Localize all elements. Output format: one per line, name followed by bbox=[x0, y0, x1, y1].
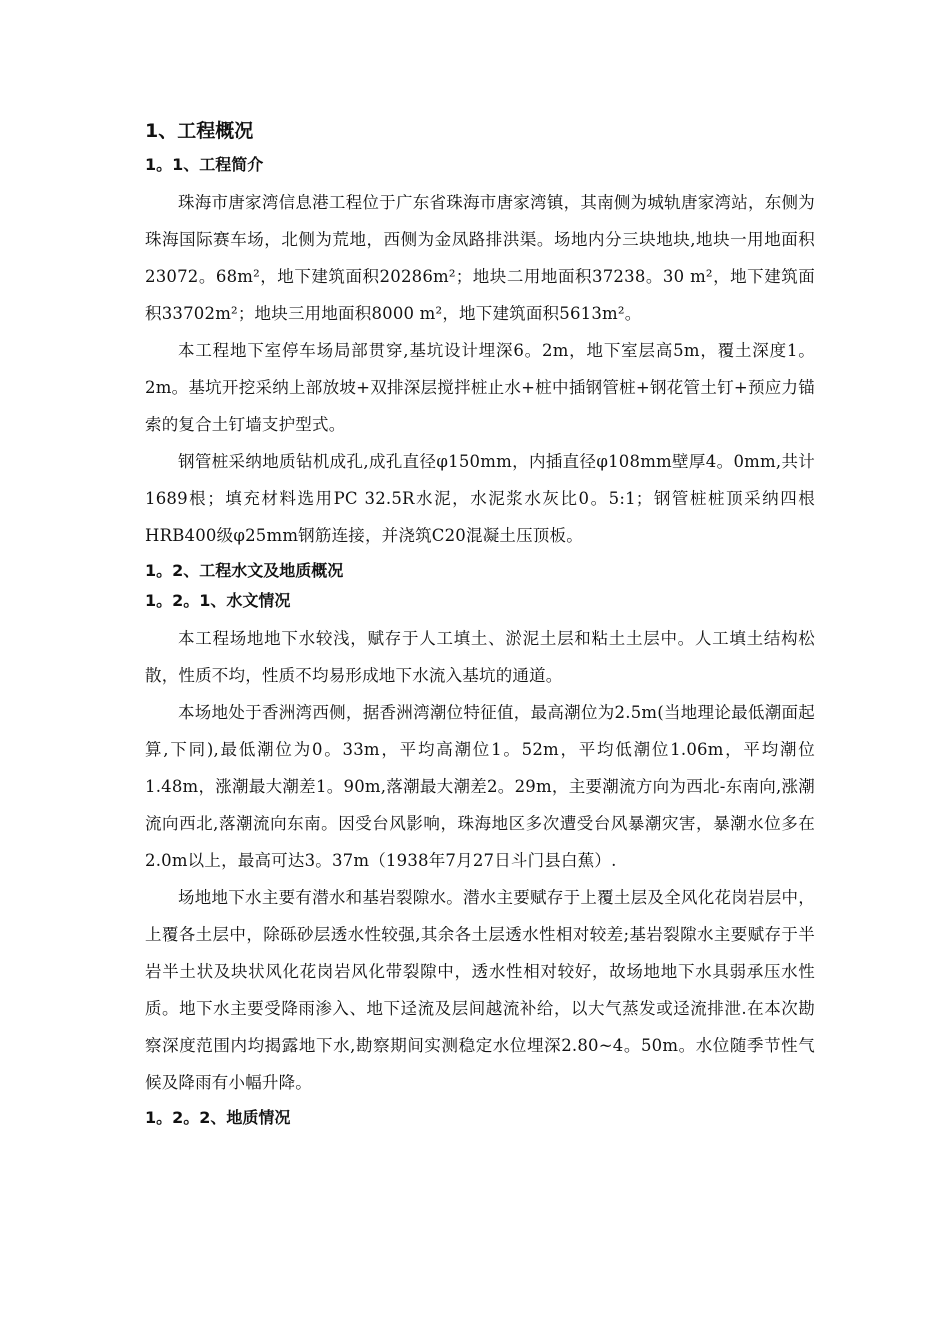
paragraph-groundwater: 本工程场地地下水较浅，赋存于人工填土、淤泥土层和粘土土层中。人工填土结构松散，性质不均，性质不均易形成地下水流入基坑的通道。 bbox=[145, 629, 815, 685]
paragraph-steel-pipe-piles: 钢管桩采纳地质钻机成孔,成孔直径φ150mm，内插直径φ108mm壁厚4。0mm,共计1689根；填充材料选用PC 32.5R水泥，水泥浆水灰比0。5:1；钢管桩桩顶采纳四根HRB400级φ25mm钢筋连接，并浇筑C20混凝土压顶板。 bbox=[145, 452, 815, 545]
paragraph-project-location: 珠海市唐家湾信息港工程位于广东省珠海市唐家湾镇，其南侧为城轨唐家湾站，东侧为珠海国际赛车场，北侧为荒地，西侧为金凤路排洪渠。场地内分三块地块,地块一用地面积23072。68m²，地下建筑面积20286m²；地块二用地面积37238。30 m²，地下建筑面积33702m²；地块三用地面积8000 m²，地下建筑面积5613m²。 bbox=[145, 193, 815, 323]
section-heading-1-2: 1。2、工程水文及地质概况 bbox=[145, 561, 344, 580]
paragraph-tide-levels: 本场地处于香洲湾西侧，据香洲湾潮位特征值，最高潮位为2.5m(当地理论最低潮面起算,下同),最低潮位为0。33m，平均高潮位1。52m，平均低潮位1.06m，平均潮位1.48m，涨潮最大潮差1。90m,落潮最大潮差2。29m，主要潮流方向为西北-东南向,涨潮流向西北,落潮流向东南。因受台风影响，珠海地区多次遭受台风暴潮灾害，暴潮水位多在2.0m以上，最高可达3。37m（1938年7月27日斗门县白蕉）. bbox=[145, 703, 815, 870]
section-heading-1-2-2: 1。2。2、地质情况 bbox=[145, 1108, 291, 1127]
section-heading-1-2-1: 1。2。1、水文情况 bbox=[145, 591, 291, 610]
section-heading-1-1: 1。1、工程简介 bbox=[145, 155, 264, 174]
document-page bbox=[145, 118, 815, 1137]
paragraph-excavation-design: 本工程地下室停车场局部贯穿,基坑设计埋深6。2m，地下室层高5m，覆土深度1。2m。基坑开挖采纳上部放坡+双排深层搅拌桩止水+桩中插钢管桩+钢花管土钉+预应力锚索的复合土钉墙支护型式。 bbox=[145, 341, 815, 434]
paragraph-aquifers: 场地地下水主要有潜水和基岩裂隙水。潜水主要赋存于上覆土层及全风化花岗岩层中，上覆各土层中，除砾砂层透水性较强,其余各土层透水性相对较差;基岩裂隙水主要赋存于半岩半土状及块状风化花岗岩风化带裂隙中，透水性相对较好，故场地地下水具弱承压水性质。地下水主要受降雨渗入、地下迳流及层间越流补给，以大气蒸发或迳流排泄.在本次勘察深度范围内均揭露地下水,勘察期间实测稳定水位埋深2.80~4。50m。水位随季节性气候及降雨有小幅升降。 bbox=[145, 888, 815, 1092]
section-heading-1: 1、工程概况 bbox=[145, 120, 254, 142]
